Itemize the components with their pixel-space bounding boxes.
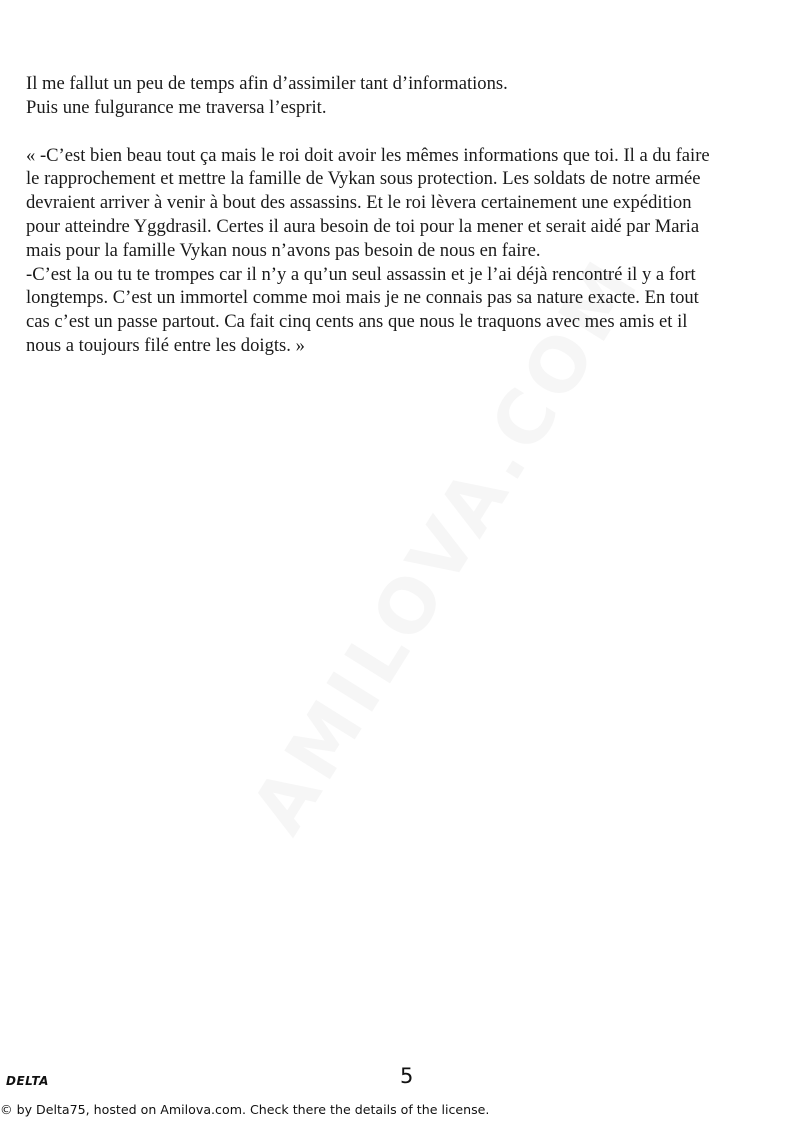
text-line: devraient arriver à venir à bout des assassins. Et le roi lèvera certainement une expédition: [26, 192, 692, 214]
license-notice: © by Delta75, hosted on Amilova.com. Check there the details of the license.: [0, 1102, 490, 1117]
text-line: nous a toujours filé entre les doigts. »: [26, 334, 305, 356]
text-line: mais pour la famille Vykan nous n’avons pas besoin de nous en faire.: [26, 239, 541, 261]
watermark: [235, 328, 605, 848]
text-line: longtemps. C’est un immortel comme moi mais je ne connais pas sa nature exacte. En tout: [26, 287, 699, 309]
delta-logo: DELTA: [6, 1074, 49, 1088]
text-line: cas c’est un passe partout. Ca fait cinq cents ans que nous le traquons avec mes amis et il: [26, 311, 688, 333]
page-number: 5: [400, 1064, 414, 1088]
text-line: « -C’est bien beau tout ça mais le roi doit avoir les mêmes informations que toi. Il a du faire: [26, 144, 710, 166]
document-body: [26, 72, 776, 358]
text-line: -C’est la ou tu te trompes car il n’y a qu’un seul assassin et je l’ai déjà rencontré il y a fort: [26, 263, 696, 285]
text-line: Puis une fulgurance me traversa l’esprit.: [26, 96, 327, 118]
text-line: pour atteindre Yggdrasil. Certes il aura besoin de toi pour la mener et serait aidé par Maria: [26, 215, 700, 237]
text-line: le rapprochement et mettre la famille de Vykan sous protection. Les soldats de notre armée: [26, 168, 701, 190]
text-line: Il me fallut un peu de temps afin d’assimiler tant d’informations.: [26, 73, 508, 94]
paragraph-spacer: [26, 120, 776, 144]
